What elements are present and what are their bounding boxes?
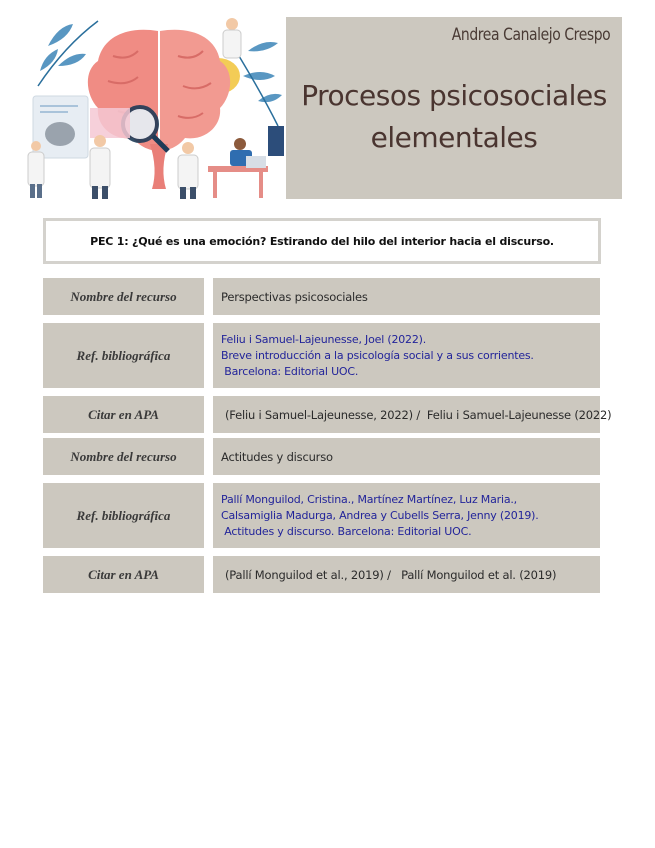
- reference-line: Actitudes y discurso. Barcelona: Editorial UOC.: [221, 524, 472, 538]
- reference-line: Feliu i Samuel-Lajeunesse, Joel (2022).: [221, 332, 427, 346]
- course-title: [286, 75, 622, 159]
- pec-heading-box: [43, 218, 601, 264]
- reference-value: [213, 323, 600, 388]
- resource-name-value: Perspectivas psicosociales: [213, 278, 600, 315]
- pec-title: PEC 1: ¿Qué es una emoción? Estirando del hilo del interior hacia el discurso.: [90, 234, 554, 248]
- resource-2-ref-row: [43, 483, 600, 548]
- resource-name-label: Nombre del recurso: [43, 278, 204, 315]
- reference-label: Ref. bibliográfica: [43, 483, 204, 548]
- resource-name-label: Nombre del recurso: [43, 438, 204, 475]
- reference-line: Breve introducción a la psicología social y a sus corrientes.: [221, 348, 534, 362]
- title-panel: [286, 17, 622, 199]
- apa-cite-label: Citar en APA: [43, 396, 204, 433]
- resource-2-name-row: [43, 438, 600, 475]
- apa-cite-value: (Pallí Monguilod et al., 2019) / Pallí Monguilod et al. (2019): [213, 556, 600, 593]
- apa-cite-label: Citar en APA: [43, 556, 204, 593]
- resource-2-cite-row: [43, 556, 600, 593]
- reference-label: Ref. bibliográfica: [43, 323, 204, 388]
- resource-name-value: Actitudes y discurso: [213, 438, 600, 475]
- course-title-line-2: elementales: [370, 121, 538, 154]
- reference-value: [213, 483, 600, 548]
- reference-line: Barcelona: Editorial UOC.: [221, 364, 359, 378]
- resource-1-name-row: [43, 278, 600, 315]
- reference-line: Pallí Monguilod, Cristina., Martínez Martínez, Luz Maria.,: [221, 492, 517, 506]
- author-name: Andrea Canalejo Crespo: [451, 25, 610, 45]
- resource-1-ref-row: [43, 323, 600, 388]
- course-title-line-1: Procesos psicosociales: [301, 79, 607, 112]
- apa-cite-value: (Feliu i Samuel-Lajeunesse, 2022) / Feliu i Samuel-Lajeunesse (2022): [213, 396, 600, 433]
- brain-research-illustration: [18, 16, 286, 200]
- reference-line: Calsamiglia Madurga, Andrea y Cubells Serra, Jenny (2019).: [221, 508, 539, 522]
- resource-1-cite-row: [43, 396, 612, 433]
